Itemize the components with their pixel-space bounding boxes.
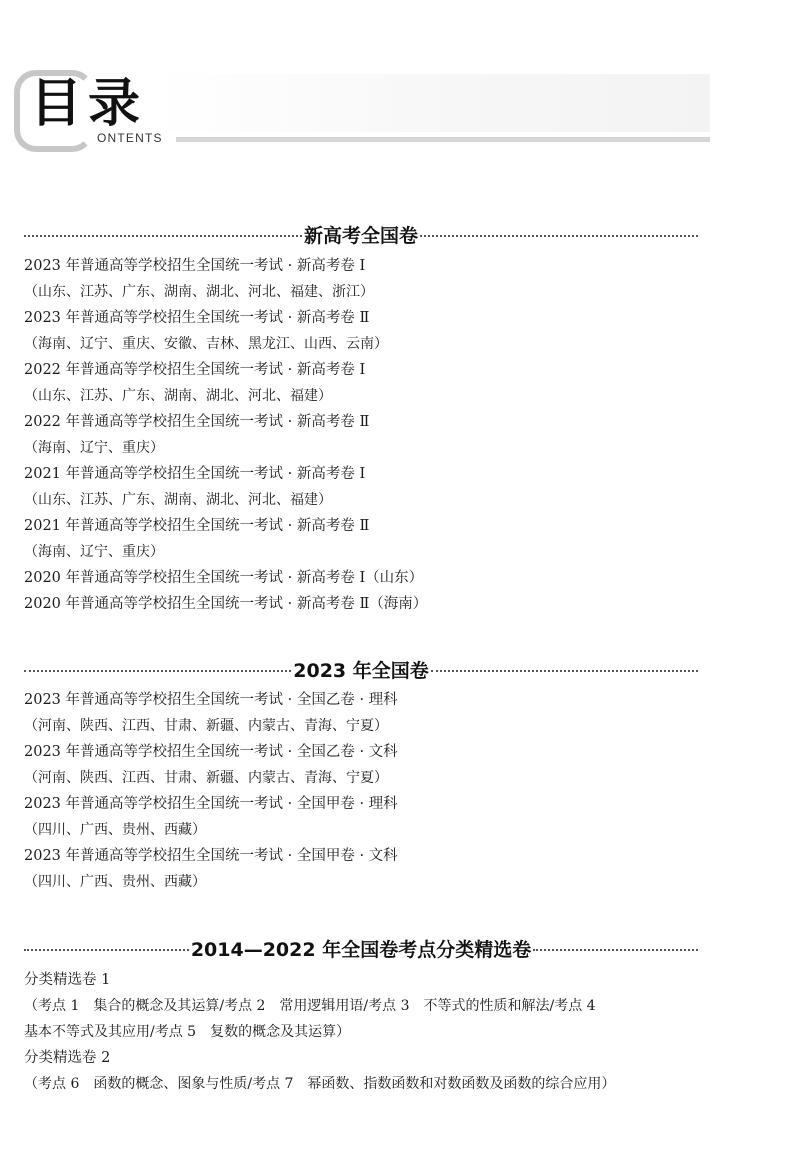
section-heading-2014-2022-selected — [24, 936, 698, 960]
dotted-leader — [24, 235, 302, 237]
toc-entry-regions: （海南、辽宁、重庆） — [24, 440, 164, 456]
page-title: 目录 — [30, 74, 147, 134]
dotted-leader — [431, 670, 698, 672]
toc-entry-regions: （河南、陕西、江西、甘肃、新疆、内蒙古、青海、宁夏） — [24, 770, 388, 786]
toc-entry[interactable]: 2020 年普通高等学校招生全国统一考试 · 新高考卷 Ⅰ（山东） — [24, 570, 424, 586]
toc-entry-regions: （海南、辽宁、重庆、安徽、吉林、黑龙江、山西、云南） — [24, 336, 388, 352]
toc-entry[interactable]: 分类精选卷 2 — [24, 1050, 111, 1066]
toc-entry[interactable]: 2022 年普通高等学校招生全国统一考试 · 新高考卷 Ⅱ — [24, 414, 370, 430]
toc-entry-topics: 基本不等式及其应用/考点 5 复数的概念及其运算） — [24, 1024, 351, 1040]
page-subtitle: ONTENTS — [97, 131, 163, 145]
toc-entry-regions: （海南、辽宁、重庆） — [24, 544, 164, 560]
toc-entry[interactable]: 2022 年普通高等学校招生全国统一考试 · 新高考卷 Ⅰ — [24, 362, 366, 378]
toc-entry[interactable]: 2023 年普通高等学校招生全国统一考试 · 全国乙卷 · 文科 — [24, 744, 398, 760]
section-heading-new-gaokao — [24, 222, 698, 246]
toc-entry[interactable]: 2021 年普通高等学校招生全国统一考试 · 新高考卷 Ⅰ — [24, 466, 366, 482]
toc-entry-regions: （河南、陕西、江西、甘肃、新疆、内蒙古、青海、宁夏） — [24, 718, 388, 734]
section-list-2014-2022-selected — [24, 967, 724, 1097]
section-title: 新高考全国卷 — [304, 224, 419, 247]
section-title: 2014—2022 年全国卷考点分类精选卷 — [190, 938, 532, 961]
toc-entry-regions: （四川、广西、贵州、西藏） — [24, 822, 206, 838]
section-heading-2023-national — [24, 657, 698, 681]
section-list-new-gaokao — [24, 253, 724, 617]
dotted-leader — [533, 949, 698, 951]
section-list-2023-national — [24, 687, 724, 895]
dotted-leader — [24, 670, 291, 672]
toc-entry-regions: （山东、江苏、广东、湖南、湖北、河北、福建） — [24, 492, 332, 508]
toc-entry[interactable]: 2023 年普通高等学校招生全国统一考试 · 全国甲卷 · 理科 — [24, 796, 398, 812]
toc-entry[interactable]: 分类精选卷 1 — [24, 972, 111, 988]
toc-entry-topics: （考点 1 集合的概念及其运算/考点 2 常用逻辑用语/考点 3 不等式的性质和解法/考点 4 — [24, 998, 596, 1014]
toc-entry[interactable]: 2020 年普通高等学校招生全国统一考试 · 新高考卷 Ⅱ（海南） — [24, 596, 428, 612]
toc-entry[interactable]: 2021 年普通高等学校招生全国统一考试 · 新高考卷 Ⅱ — [24, 518, 370, 534]
toc-entry-topics: （考点 6 函数的概念、图象与性质/考点 7 幂函数、指数函数和对数函数及函数的综合应用） — [24, 1076, 616, 1092]
toc-entry[interactable]: 2023 年普通高等学校招生全国统一考试 · 新高考卷 Ⅱ — [24, 310, 370, 326]
toc-entry-regions: （四川、广西、贵州、西藏） — [24, 874, 206, 890]
header-rule — [176, 137, 710, 142]
header-band — [150, 74, 710, 132]
toc-entry-regions: （山东、江苏、广东、湖南、湖北、河北、福建） — [24, 388, 332, 404]
toc-entry-regions: （山东、江苏、广东、湖南、湖北、河北、福建、浙江） — [24, 284, 374, 300]
toc-entry[interactable]: 2023 年普通高等学校招生全国统一考试 · 新高考卷 Ⅰ — [24, 258, 366, 274]
toc-entry[interactable]: 2023 年普通高等学校招生全国统一考试 · 全国甲卷 · 文科 — [24, 848, 398, 864]
section-title: 2023 年全国卷 — [293, 659, 429, 682]
dotted-leader — [24, 949, 189, 951]
dotted-leader — [420, 235, 698, 237]
toc-entry[interactable]: 2023 年普通高等学校招生全国统一考试 · 全国乙卷 · 理科 — [24, 692, 398, 708]
